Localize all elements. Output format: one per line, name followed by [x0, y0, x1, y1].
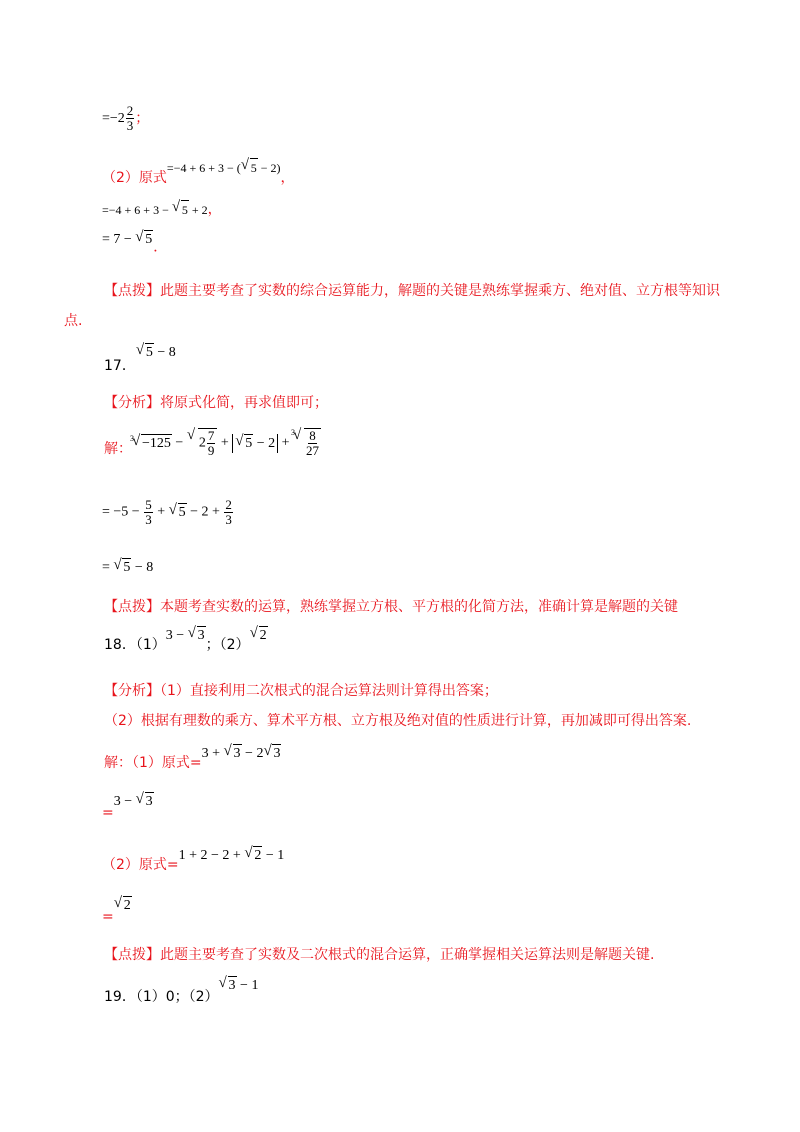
result-line-1	[102, 104, 149, 133]
question-number: 17．	[104, 358, 136, 374]
math-expression	[250, 626, 268, 645]
punctuation: ；	[135, 110, 150, 127]
math-expression: 3 − √ 3	[114, 792, 154, 811]
sqrt-symbol: √ 3	[219, 976, 237, 995]
sqrt-symbol: √ 2	[114, 896, 132, 915]
sqrt-symbol: √ 2	[250, 626, 268, 645]
math-expression: =−4 + 6 + 3 − (√ 5 − 2)	[167, 158, 281, 177]
solution-18-2	[102, 846, 284, 874]
step-17-line-2	[102, 558, 153, 577]
question-19-answer	[104, 976, 258, 1006]
step-17-line-1	[102, 498, 234, 534]
sqrt-symbol: √ 5	[113, 558, 131, 577]
sqrt-symbol: √ 2 $\frac{7}{9}$	[187, 428, 218, 458]
math-expression: 1 + 2 − 2 + √ 2 − 1	[179, 846, 285, 865]
solution-label: 解：	[104, 441, 132, 457]
sqrt-symbol: √ 2	[244, 846, 262, 865]
sqrt-symbol: √ 5	[136, 343, 154, 362]
step-line-4: = 7 − √ 5．	[102, 230, 167, 257]
math-expression	[114, 896, 132, 915]
fraction: $\frac{2}{3}$	[126, 103, 134, 133]
question-18-answer: 18．（1）3 − √ 3；（2）√ 2	[104, 626, 268, 654]
math-expression: =−4 + 6 + 3 − √ 5 + 2	[102, 200, 208, 219]
math-expression: √ 5 − 8	[136, 343, 176, 362]
math-expression: √ 3 −125 − √ 2 $\frac{7}{9}$ + √ 5 − 2 + √ 3 $\frac{8}{27}$	[132, 428, 321, 458]
math-expression: = 7 − √ 5	[102, 230, 153, 249]
sqrt-symbol: √ 5	[169, 503, 187, 522]
step-label: （2）原式=	[102, 857, 179, 873]
sqrt-symbol: √ 5	[172, 200, 189, 219]
math-expression: = −5 − $\frac{5}{3}$ + √ 5 − 2 + $\frac{2}{3}$	[102, 498, 234, 527]
math-expression: √ 3 − 1	[219, 976, 259, 995]
math-expression: =−2	[102, 110, 125, 126]
tip-paragraph: 【点拨】此题主要考查了实数的综合运算能力，解题的关键是熟练掌握乘方、绝对值、立方根等知识	[104, 283, 720, 299]
step-line-2: （2）原式=−4 + 6 + 3 − (√ 5 − 2)，	[102, 158, 295, 187]
tip-paragraph-cont: 点.	[64, 313, 83, 329]
question-number: 18．（1）	[104, 637, 166, 653]
sqrt-symbol: √ 5	[235, 434, 253, 453]
solution-label: 解：（1）原式=	[104, 755, 202, 771]
tip-17: 【点拨】本题考查实数的运算，熟练掌握立方根、平方根的化简方法，准确计算是解题的关键	[104, 599, 678, 615]
result-18-1: =3 − √ 3	[102, 792, 154, 822]
cube-root-symbol: √ 3 $\frac{8}{27}$	[293, 428, 321, 458]
tip-18: 【点拨】此题主要考查了实数及二次根式的混合运算，正确掌握相关运算法则是解题关键.	[104, 947, 655, 963]
solution-17	[104, 428, 321, 464]
math-expression: = √ 5 − 8	[102, 558, 153, 577]
analysis-18-1: 【分析】（1）直接利用二次根式的混合运算法则计算得出答案；	[104, 683, 498, 699]
question-number: 19．（1）0；（2）	[104, 989, 219, 1005]
sqrt-symbol: √ 3	[136, 792, 154, 811]
step-line-3: =−4 + 6 + 3 − √ 5 + 2，	[102, 200, 222, 219]
math-expression: 3 − √ 3	[166, 626, 206, 645]
cube-root-symbol: √ 3 −125	[132, 434, 172, 453]
analysis-17: 【分析】将原式化简，再求值即可；	[104, 395, 328, 411]
solution-18-1	[104, 744, 281, 772]
analysis-18-2: （2）根据有理数的乘方、算术平方根、立方根及绝对值的性质进行计算，再加减即可得出答案.	[104, 713, 692, 729]
sqrt-symbol: √ 3	[263, 744, 281, 763]
sqrt-symbol: √ 5	[241, 158, 258, 177]
sqrt-symbol: √ 3	[224, 744, 242, 763]
step-label: （2）原式	[102, 170, 167, 186]
result-18-2: =√ 2	[102, 896, 132, 926]
absolute-value: √ 5 − 2	[232, 434, 278, 453]
sqrt-symbol: √ 5	[135, 230, 153, 249]
sqrt-symbol: √ 3	[188, 626, 206, 645]
math-expression: 3 + √ 3 − 2√ 3	[202, 744, 282, 763]
question-17-answer	[104, 343, 176, 375]
